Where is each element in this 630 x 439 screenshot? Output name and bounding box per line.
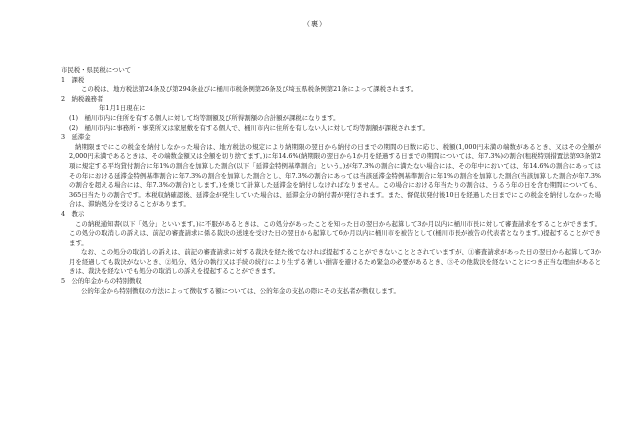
section4-heading: 4 教示 [61,209,85,218]
section5-body: 公的年金から特別徴収の方法によって徴収する額については、公的年金の支払の際にその支払者が徴収します。 [81,286,400,295]
section1-body: この税は、地方税法第24条及び第294条並びに桶川市税条例第26条及び埼玉県税条例第21条によって課税されます。 [81,85,418,94]
section2-heading: 2 納税義務者 [61,94,104,103]
section2-item-2: (2) 桶川市内に事務所・事業所又は家屋敷を有する個人で、桶川市内に住所を有しない人に対して均等割額が課税されます。 [69,123,429,132]
section1-heading: 1 課税 [61,75,85,84]
section2-item-1: (1) 桶川市内に住所を有する個人に対して均等割額及び所得割額の合計額が課税になります。 [69,113,340,122]
section4-body-2: なお、この処分の取消しの訴えは、前記の審査請求に対する裁決を経た後でなければ提起することができないこととされていますが、①審査請求があった日の翌日から起算して3か月を経過しても裁決がないとき、②処分、処分の執行又は手続の続行により生ずる著しい損害を避けるため緊急の必要があるとき、③その他裁決を経ないことにつき正当な理由があるときは、裁決を経ないでも処分の取消しの訴えを提起することができます。 [69,248,601,276]
document-title: 市民税・県民税について [61,66,132,74]
section4-body-1: この納税通知書(以下「処分」といいます。)に不服があるときは、この処分があったことを知った日の翌日から起算して3か月以内に桶川市長に対して審査請求をすることができます。この処分の取消しの訴えは、前記の審査請求に係る裁決の送達を受けた日の翌日から起算して6か月以内に桶川市を被告として(桶川市長が被告の代表者となります。)提起することができます。 [69,219,601,247]
back-side-label: （裏） [303,20,327,28]
section3-body: 納期限までにこの税金を納付しなかった場合は、地方税法の規定により納期限の翌日から納付の日までの期間の日数に応じ、税額(1,000円未満の端数があるとき、又はその全額が2,000円未満であるときは、その端数金額又は全額を切り捨てます。)に年14.6%(納期限の翌日から1か月を経過する日までの期間については、年7.3%)の割合(租税特別措置法第93条第2項に規定する平均貸付割合に年1%の割合を加算した割合(以下「延滞金特例基準割合」という。)が年7.3%の割合に満たない場合には、その年中においては、年14.6%の割合にあってはその年における延滞金特例基準割合に年7.3%の割合を加算した割合とし、年7.3%の割合にあっては当該延滞金特例基準割合に年1%の割合を加算した割合(当該加算した割合が年7.3%の割合を超える場合には、年7.3%の割合)とします。)を乗じて計算した延滞金を納付しなければなりません。この場合における年当たりの割合は、うるう年の日を含む期間についても、365日当たりの割合です。本税収納確認後、延滞金が発生していた場合は、延滞金分の納付書が発行されます。また、督促状発付後10日を経過した日までにこの税金を納付しなかった場合は、滞納処分を受けることがあります。 [69,142,601,209]
section2-date-line: 年1月1日現在に [99,104,146,113]
section5-heading: 5 公的年金からの特別徴収 [61,277,142,286]
section3-heading: 3 延滞金 [61,133,91,142]
tax-notice-content [61,66,601,296]
